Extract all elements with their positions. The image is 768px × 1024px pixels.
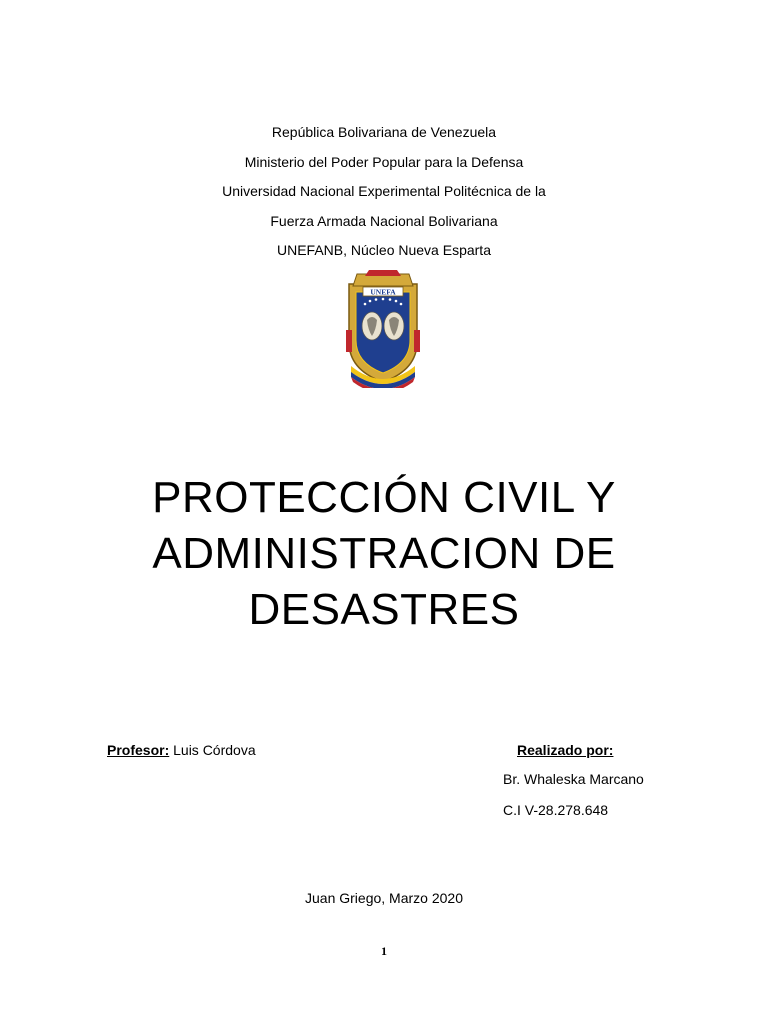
author-name: Br. Whaleska Marcano (503, 771, 644, 787)
professor-label: Profesor: (107, 742, 170, 758)
crest-text: UNEFA (370, 287, 396, 297)
document-title (0, 470, 768, 638)
header-line-republic: República Bolivariana de Venezuela (271, 124, 497, 140)
title-line-1: PROTECCIÓN CIVIL Y (152, 473, 616, 522)
author-label-block (517, 742, 613, 758)
page-number: 1 (381, 944, 387, 958)
place-date: Juan Griego, Marzo 2020 (305, 890, 463, 906)
author-label: Realizado por: (517, 742, 614, 758)
professor-info (107, 742, 256, 758)
header-line-armed-forces: Fuerza Armada Nacional Bolivariana (270, 212, 498, 229)
title-line-2: ADMINISTRACION DE (152, 529, 616, 578)
university-crest-icon (343, 270, 423, 388)
document-header (0, 118, 768, 266)
title-line-3: DESASTRES (248, 585, 520, 634)
header-line-ministry: Ministerio del Poder Popular para la Defensa (244, 153, 524, 170)
author-id: C.I V-28.278.648 (503, 802, 609, 818)
header-line-campus: UNEFANB, Núcleo Nueva Esparta (277, 242, 491, 258)
header-line-university: Universidad Nacional Experimental Politécnica de la (222, 183, 546, 199)
professor-name: Luis Córdova (173, 742, 256, 758)
